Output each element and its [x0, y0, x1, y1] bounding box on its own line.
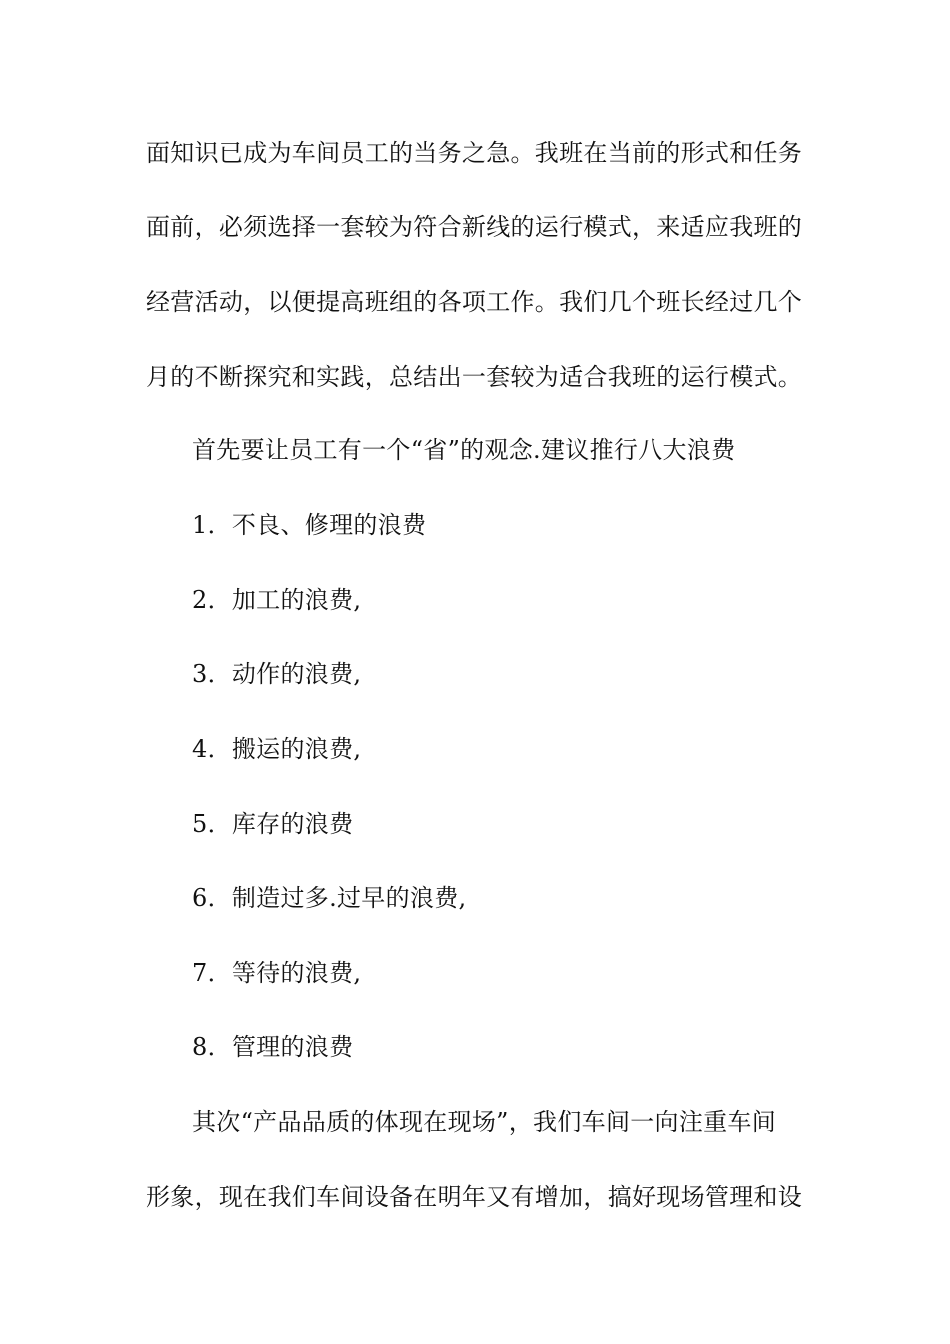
paragraph-line: 经营活动，以便提高班组的各项工作。我们几个班长经过几个	[146, 288, 803, 316]
paragraph-line: 面知识已成为车间员工的当务之急。我班在当前的形式和任务	[146, 139, 803, 167]
paragraph-line: 其次“产品品质的体现在现场”，我们车间一向注重车间	[192, 1108, 777, 1136]
list-item: 7．等待的浪费,	[192, 959, 362, 987]
paragraph-line: 形象，现在我们车间设备在明年又有增加，搞好现场管理和设	[146, 1183, 803, 1211]
list-item: 3．动作的浪费,	[192, 660, 362, 688]
paragraph-line: 面前，必须选择一套较为符合新线的运行模式，来适应我班的	[146, 213, 803, 241]
list-item: 8．管理的浪费	[192, 1033, 354, 1061]
paragraph-line: 月的不断探究和实践，总结出一套较为适合我班的运行模式。	[146, 363, 803, 391]
list-item: 5．库存的浪费	[192, 810, 354, 838]
list-item: 6．制造过多.过早的浪费,	[192, 884, 467, 912]
list-item: 2．加工的浪费,	[192, 586, 362, 614]
list-item: 1．不良、修理的浪费	[192, 511, 427, 539]
intro-line: 首先要让员工有一个“省”的观念.建议推行八大浪费	[192, 436, 736, 464]
list-item: 4．搬运的浪费,	[192, 735, 362, 763]
